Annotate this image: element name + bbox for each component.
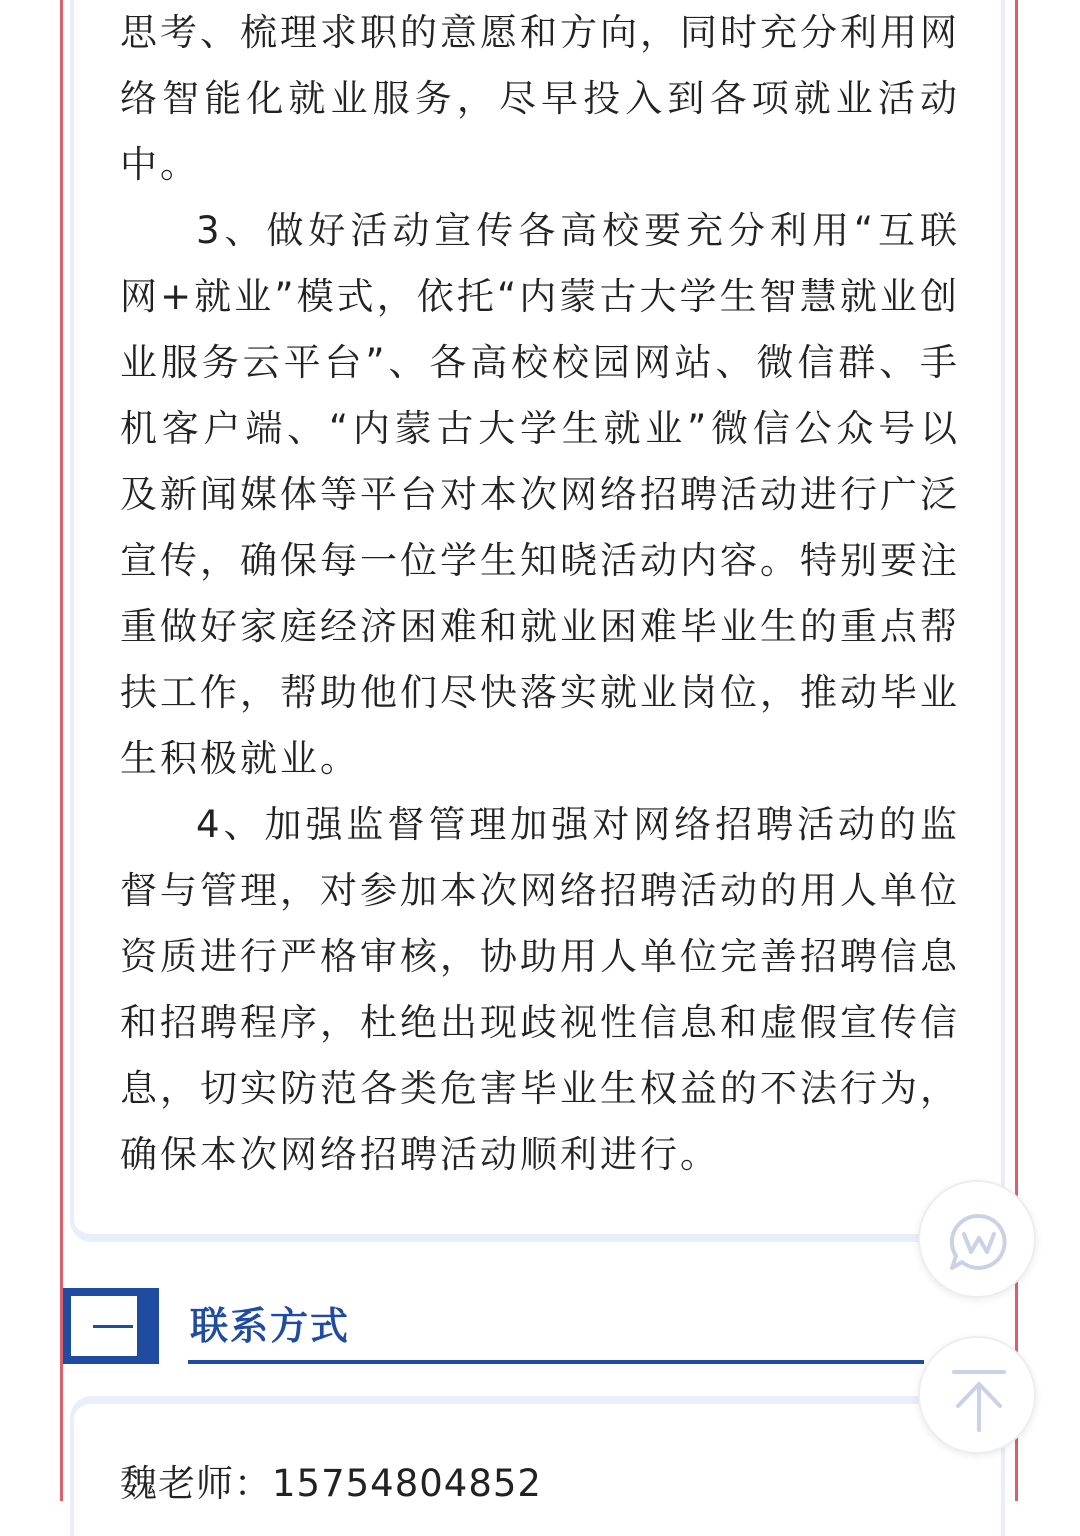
back-to-top-button[interactable] [918, 1336, 1036, 1454]
wechat-share-icon [920, 1182, 1038, 1300]
article-paragraph-3: 3、做好活动宣传各高校要充分利用“互联网+就业”模式，依托“内蒙古大学生智慧就业创业服务云平台”、各高校校园网站、微信群、手机客户端、“内蒙古大学生就业”微信公众号以及新闻媒体等平台对本次网络招聘活动进行广泛宣传，确保每一位学生知晓活动内容。特别要注重做好家庭经济困难和就业困难毕业生的重点帮扶工作，帮助他们尽快落实就业岗位，推动毕业生积极就业。 [120, 209, 960, 780]
section-underline [188, 1360, 924, 1364]
article-body [120, 0, 960, 1188]
article-paragraph-continued: 思考、梳理求职的意愿和方向，同时充分利用网络智能化就业服务，尽早投入到各项就业活动中。 [120, 11, 960, 186]
article-paragraph-4: 4、加强监督管理加强对网络招聘活动的监督与管理，对参加本次网络招聘活动的用人单位资质进行严格审核，协助用人单位完善招聘信息和招聘程序，杜绝出现歧视性信息和虚假宣传信息，切实防范各类危害毕业生权益的不法行为，确保本次网络招聘活动顺利进行。 [120, 803, 960, 1176]
wechat-share-button[interactable] [918, 1180, 1036, 1298]
contact-line: 魏老师：15754804852 [120, 1462, 542, 1505]
back-to-top-icon [920, 1338, 1038, 1456]
section-header-icon [63, 1288, 159, 1364]
minus-icon [71, 1296, 137, 1356]
section-title: 联系方式 [190, 1304, 351, 1348]
